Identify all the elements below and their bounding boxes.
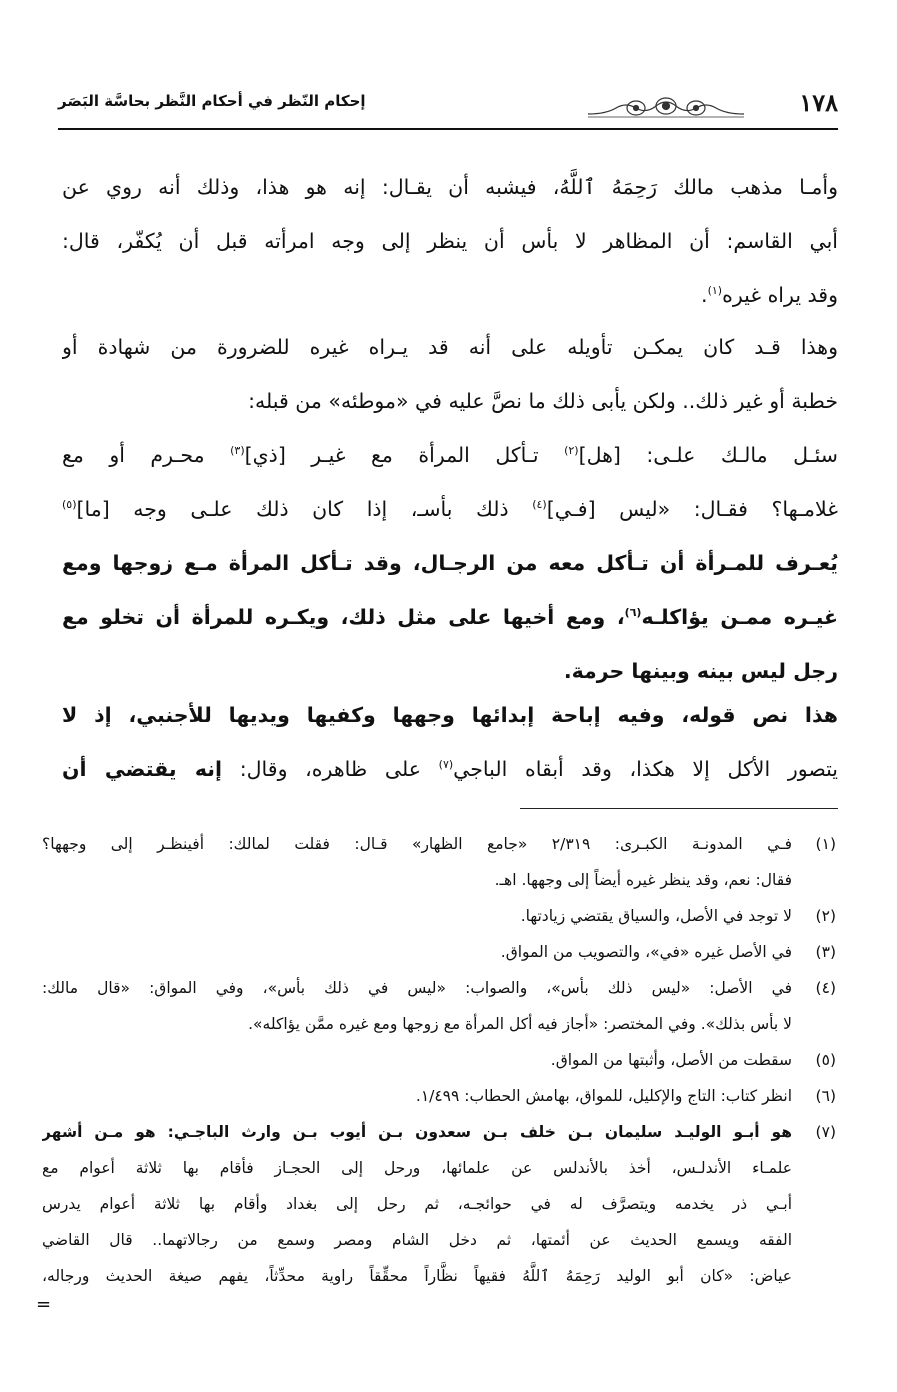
footnote-line: الفقه ويسمع الحديث عن أئمتها، ثم دخل الشام ومصر وسمع من رجالاتهما.. قال القاضي — [42, 1231, 792, 1249]
text-line — [62, 268, 838, 322]
footnote-line: علمـاء الأندلـس، أخذ بالأندلس عن علمائها، ورحل إلى الحجـاز فأقام بها ثلاثة أعوام مع — [42, 1159, 792, 1177]
footnote-ref: (٣) — [230, 444, 245, 458]
paragraph-4 — [62, 688, 838, 796]
header-rule — [58, 128, 838, 130]
paragraph-3 — [62, 428, 838, 698]
text-segment: ذلك بأسـ، إذا كان ذلك علـى وجه [ما] — [76, 497, 533, 521]
footnote-line: سقطت من الأصل، وأثبتها من المواق. — [550, 1051, 792, 1069]
text-line: رجل ليس بينه وبينها حرمة. — [563, 659, 838, 683]
footnote-line: فـي المدونـة الكبـرى: ٢/٣١٩ «جامع الظهار» قـال: فقلت لمالك: أفينظـر إلى وجهها؟ — [42, 835, 792, 853]
paragraph-2 — [62, 320, 838, 428]
text-segment: يتصور الأكل إلا هكذا، وقد أبقاه الباجي — [453, 757, 838, 781]
footnote-ref: (١) — [707, 284, 723, 298]
footnote-line: انظر كتاب: التاج والإكليل، للمواق، بهامش الحطاب: ١/٤٩٩. — [415, 1087, 792, 1105]
footnote-separator — [520, 808, 838, 809]
text-line — [62, 428, 838, 482]
footnote-ref: (٢) — [564, 444, 579, 458]
footnote-number: (٥) — [815, 1051, 836, 1069]
footnote-line: لا توجد في الأصل، والسياق يقتضي زيادتها. — [520, 907, 792, 925]
footnote-number: (٢) — [815, 907, 836, 925]
footnote-number: (١) — [815, 835, 836, 853]
text-segment: على ظاهره، وقال: — [222, 757, 439, 781]
text-segment: تـأكل المرأة مع غيـر [ذي] — [244, 443, 565, 467]
text-line: أبي القاسم: أن المظاهر لا بأس أن ينظر إلى وجه امرأته قبل أن يُكفّر، قال: — [62, 229, 838, 253]
footnote-bold-lead: هو أبـو الوليـد سليمان بـن خلف بـن سعدون بـن أيوب بـن وارث الباجـي: — [155, 1123, 792, 1141]
page-number: ١٧٨ — [799, 88, 838, 117]
footnote-number: (٦) — [815, 1087, 836, 1105]
footnote-line: عياض: «كان أبو الوليد رَحِمَهُ ٱللَّهُ فقيهاً نظَّاراً محقِّقاً راوية محدِّثاً، يفهم صيغة الحديث ورجاله، — [42, 1267, 792, 1285]
footnote-6 — [42, 1078, 836, 1114]
footnote-7 — [42, 1114, 836, 1294]
footnote-ref: (٦) — [624, 606, 642, 620]
text-line: يُعـرف للمـرأة أن تـأكل معه من الرجـال، وقد تـأكل المرأة مـع زوجها ومع — [62, 551, 838, 575]
footnote-ref: (٤) — [532, 498, 547, 512]
text-segment: محـرم أو مع — [62, 443, 231, 467]
footnote-2 — [42, 898, 836, 934]
text-segment: ، ومع أخيها على مثل ذلك، ويكـره للمرأة أن تخلو مع — [62, 605, 625, 629]
text-line: خطبة أو غير ذلك.. ولكن يأبى ذلك ما نصَّ عليه في «موطئه» من قبله: — [248, 389, 838, 413]
continuation-mark: = — [36, 1294, 52, 1315]
page-header — [58, 88, 838, 128]
footnote-line: لا بأس بذلك». وفي المختصر: «أجاز فيه أكل المرأة مع زوجها ومع غيره ممَّن يؤاكله». — [248, 1015, 792, 1033]
footnote-text: هو مـن أشهر — [42, 1123, 156, 1141]
footnote-ref: (٧) — [438, 758, 454, 772]
text-line — [62, 742, 838, 796]
text-segment: . — [701, 283, 708, 307]
footnote-number: (٧) — [815, 1123, 836, 1141]
footnote-1 — [42, 826, 836, 898]
text-line: وأمـا مذهب مالك رَحِمَهُ ٱللَّهُ، فيشبه أن يقـال: إنه هو هذا، وذلك أنه روي عن — [62, 175, 838, 199]
text-line — [62, 590, 838, 644]
footnote-number: (٣) — [815, 943, 836, 961]
ornament-icon — [586, 94, 746, 120]
footnote-number: (٤) — [815, 979, 836, 997]
text-segment: سئـل مالـك علـى: [هل] — [578, 443, 838, 467]
paragraph-1 — [62, 160, 838, 322]
running-title: إحكام النّظر في أحكام النَّظر بحاسَّة البَصَر — [58, 92, 366, 110]
footnotes — [42, 826, 836, 1294]
text-segment: وقد يراه غيره — [722, 283, 838, 307]
footnote-line — [42, 1114, 792, 1150]
footnote-4 — [42, 970, 836, 1042]
footnote-5 — [42, 1042, 836, 1078]
text-line: هذا نص قوله، وفيه إباحة إبدائها وجهها وكفيها ويديها للأجنبي، إذ لا — [62, 703, 838, 727]
footnote-line: فقال: نعم، وقد ينظر غيره أيضاً إلى وجهها. اهـ. — [494, 871, 792, 889]
footnote-line: في الأصل غيره «في»، والتصويب من المواق. — [500, 943, 792, 961]
footnote-line: أبـي ذر يخدمه ويتصرَّف له في حوائجـه، ثم رحل إلى بغداد وأقام بها ثلاثة أعوام يدرس — [42, 1195, 792, 1213]
footnote-line: في الأصل: «ليس ذلك بأس»، والصواب: «ليس في ذلك بأس»، وفي المواق: «قال مالك: — [42, 979, 792, 997]
text-segment: إنه يقتضي أن — [62, 757, 223, 781]
footnote-ref: (٥) — [62, 498, 77, 512]
text-segment: غلامـها؟ فقـال: «ليس [فـي] — [546, 497, 838, 521]
footnote-3 — [42, 934, 836, 970]
text-segment: غيـره ممـن يؤاكلـه — [641, 605, 838, 629]
text-line — [62, 482, 838, 536]
text-line: وهذا قـد كان يمكـن تأويله على أنه قد يـراه غيره للضرورة من شهادة أو — [62, 335, 838, 359]
